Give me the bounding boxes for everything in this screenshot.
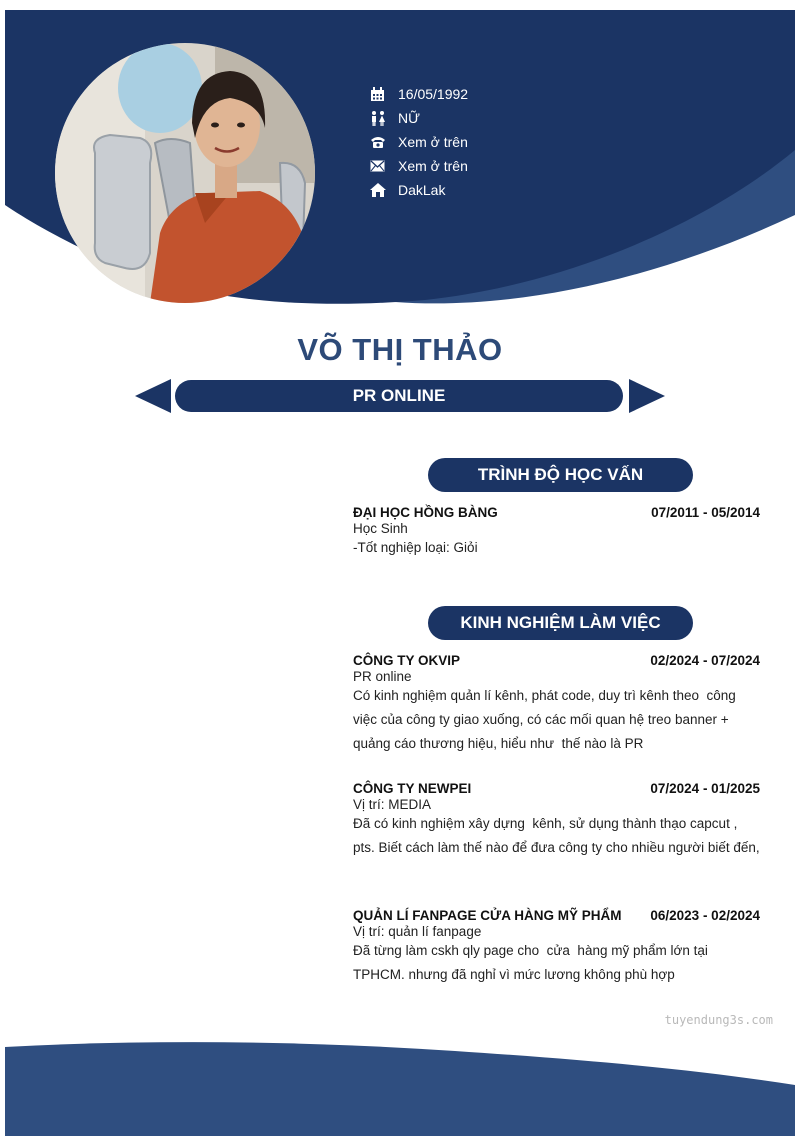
ribbon-right-arrow-icon — [629, 378, 665, 414]
company-name: QUẢN LÍ FANPAGE CỬA HÀNG MỸ PHẨM — [353, 908, 622, 923]
experience-heading: KINH NGHIỆM LÀM VIỆC — [428, 606, 693, 640]
experience-period: 07/2024 - 01/2025 — [650, 781, 760, 796]
experience-role: Vị trí: MEDIA — [353, 797, 432, 812]
contact-address-value: DakLak — [398, 182, 446, 198]
watermark: tuyendung3s.com — [664, 1013, 773, 1027]
contact-list — [370, 82, 468, 202]
experience-entry — [353, 653, 760, 756]
experience-role: Vị trí: quản lí fanpage — [353, 924, 482, 939]
position-title: PR ONLINE — [175, 380, 623, 412]
contact-email — [370, 154, 468, 178]
contact-phone — [370, 130, 468, 154]
experience-entry — [353, 781, 760, 860]
education-role: Học Sinh — [353, 521, 408, 536]
cv-page — [5, 10, 795, 1136]
contact-birthday-value: 16/05/1992 — [398, 86, 469, 102]
experience-entry — [353, 908, 760, 987]
phone-icon — [370, 135, 398, 149]
education-heading: TRÌNH ĐỘ HỌC VẤN — [428, 458, 693, 492]
contact-email-value: Xem ở trên — [398, 158, 468, 174]
contact-phone-value: Xem ở trên — [398, 134, 468, 150]
experience-detail: Có kinh nghiệm quản lí kênh, phát code, duy trì kênh theo công việc của công ty giao xuống, có các mối quan hệ treo banner + quảng cáo thương hiệu, hiểu như thế nào là PR — [353, 688, 740, 751]
profile-photo — [55, 43, 315, 303]
education-detail: -Tốt nghiệp loại: Giỏi — [353, 540, 478, 555]
school-name: ĐẠI HỌC HỒNG BÀNG — [353, 505, 498, 520]
contact-gender-value: NỮ — [398, 110, 421, 126]
company-name: CÔNG TY NEWPEI — [353, 781, 472, 796]
contact-gender — [370, 106, 468, 130]
experience-period: 06/2023 - 02/2024 — [650, 908, 760, 923]
footer-background — [5, 1041, 795, 1136]
calendar-icon — [370, 87, 398, 102]
gender-icon — [370, 111, 398, 126]
candidate-name: VÕ THỊ THẢO — [297, 332, 503, 367]
email-icon — [370, 160, 398, 172]
education-period: 07/2011 - 05/2014 — [651, 505, 760, 520]
experience-detail: Đã từng làm cskh qly page cho cửa hàng mỹ phẩm lớn tại TPHCM. nhưng đã nghỉ vì mức lương không phù hợp — [353, 943, 712, 982]
experience-period: 02/2024 - 07/2024 — [650, 653, 760, 668]
home-icon — [370, 183, 398, 197]
experience-role: PR online — [353, 669, 412, 684]
experience-detail: Đã có kinh nghiệm xây dựng kênh, sử dụng thành thạo capcut , pts. Biết cách làm thế nào để đưa công ty cho nhiều người biết đến, — [353, 816, 760, 855]
education-entry — [353, 505, 760, 560]
position-ribbon — [135, 376, 665, 414]
contact-birthday — [370, 82, 468, 106]
ribbon-left-arrow-icon — [135, 378, 171, 414]
contact-address — [370, 178, 468, 202]
company-name: CÔNG TY OKVIP — [353, 653, 461, 668]
